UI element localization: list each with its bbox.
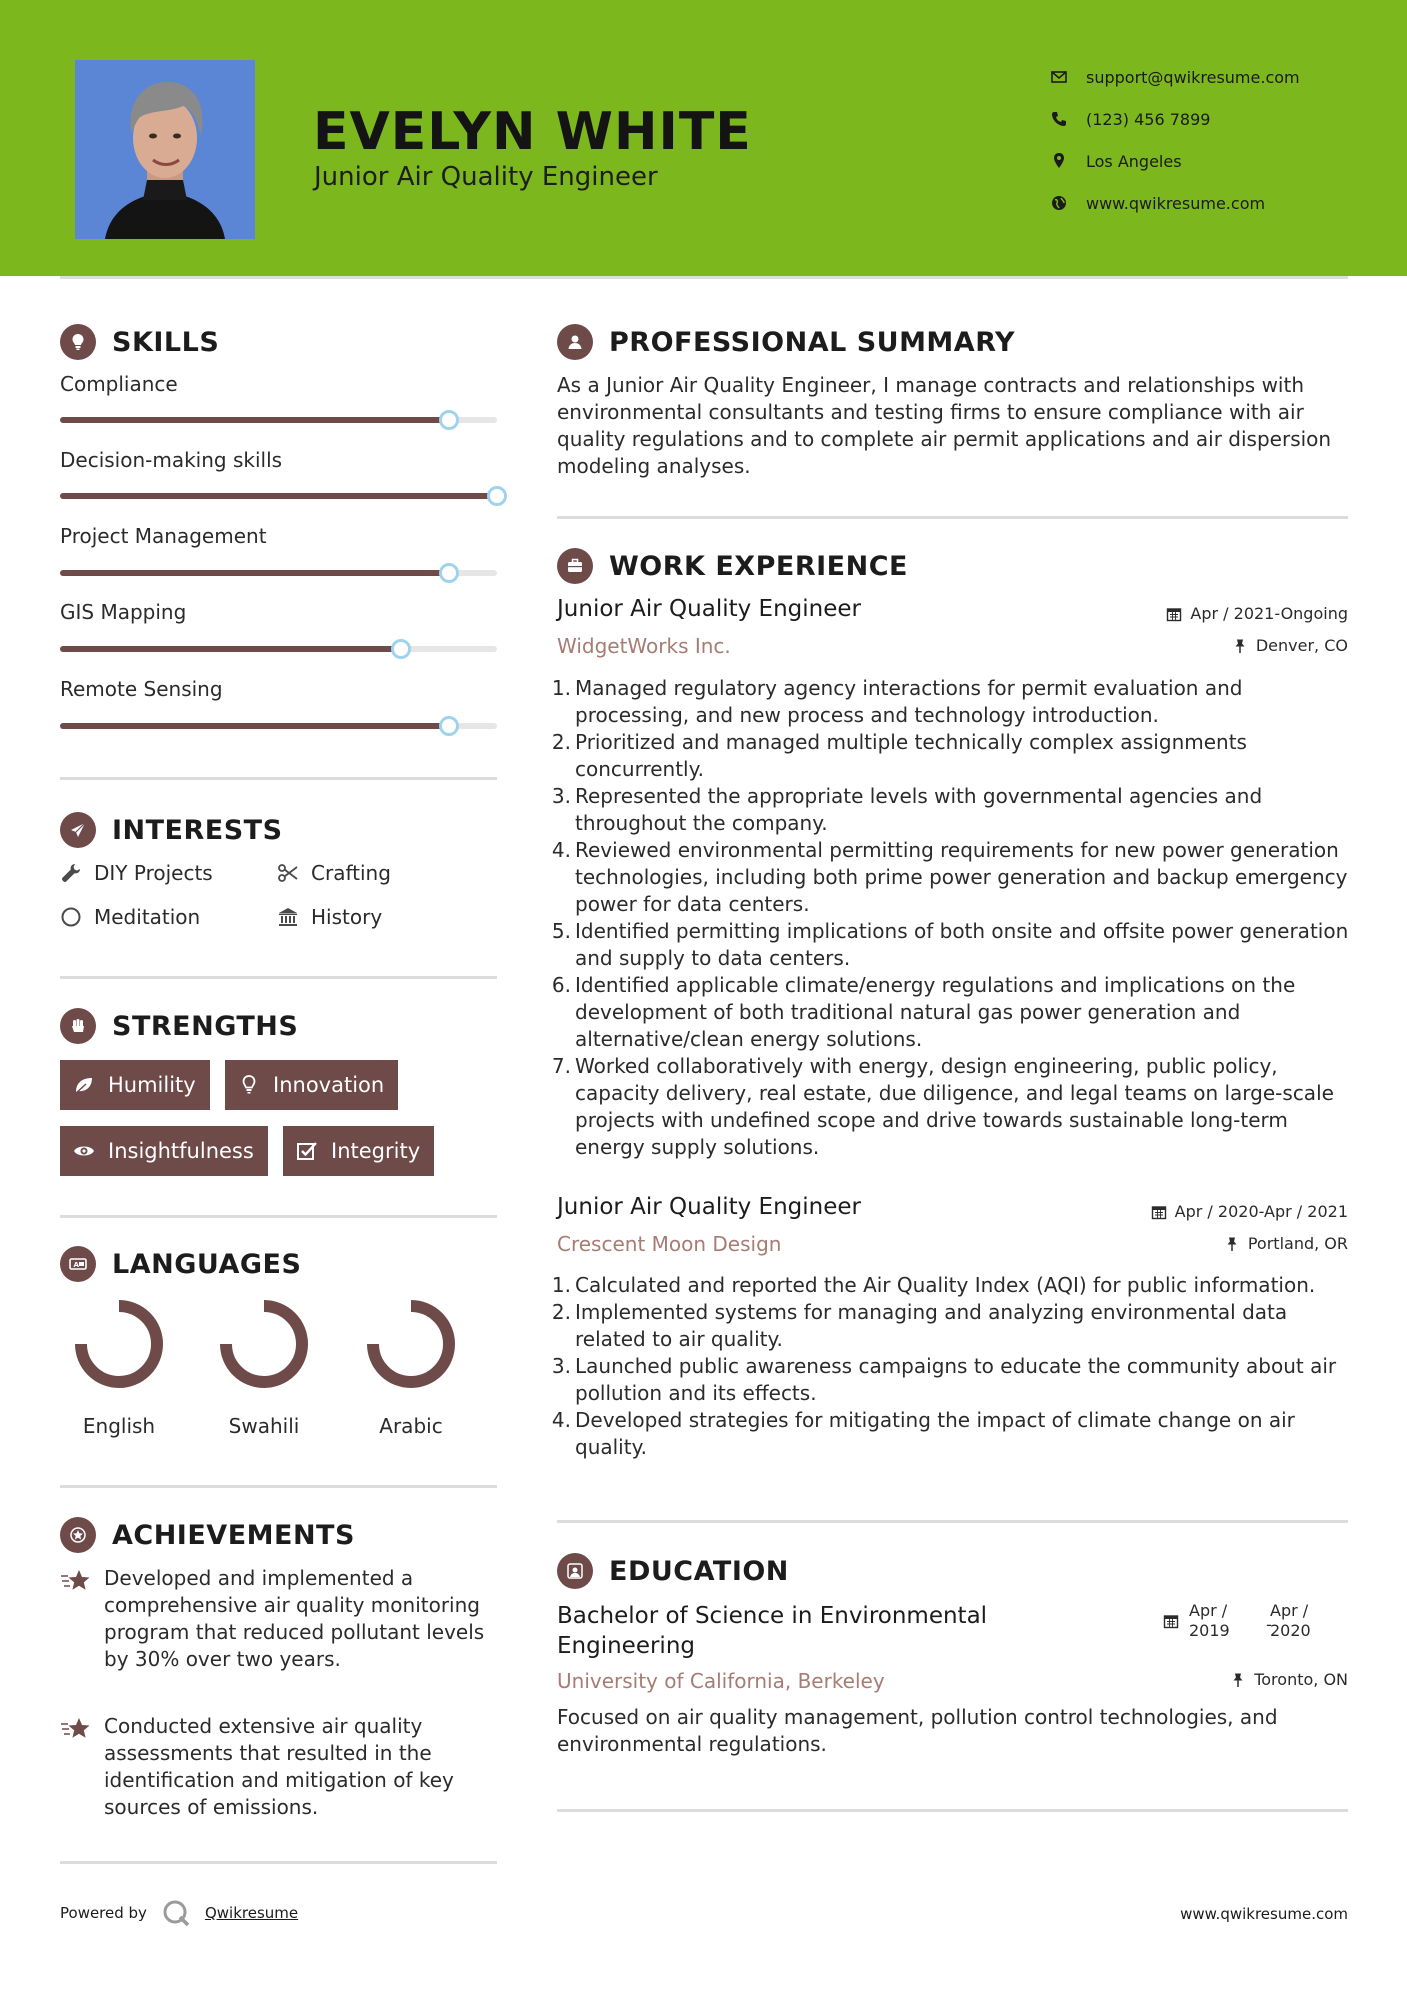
briefcase-icon — [557, 548, 593, 584]
skill-bar — [60, 493, 497, 499]
achievement-text: Conducted extensive air quality assessments that resulted in the identification and mitigation of key sources of emissions. — [104, 1714, 454, 1819]
strength-badge — [60, 1126, 268, 1176]
strength-label: Integrity — [331, 1139, 421, 1163]
leaf-icon — [72, 1073, 96, 1097]
interest-label: History — [311, 905, 383, 929]
contact-location — [1050, 140, 1300, 182]
job-company: Crescent Moon Design — [557, 1232, 782, 1256]
section-divider — [60, 976, 497, 979]
section-divider — [557, 1809, 1348, 1812]
section-divider — [557, 516, 1348, 519]
candidate-title: Junior Air Quality Engineer — [314, 162, 658, 192]
language-label: Arabic — [379, 1414, 443, 1438]
education-date-end-year: 2020 — [1270, 1621, 1311, 1640]
skill-bar — [60, 570, 497, 576]
degree-line: Bachelor of Science in Environmental — [557, 1603, 988, 1629]
strength-label: Innovation — [273, 1073, 385, 1097]
contact-website[interactable] — [1050, 182, 1300, 224]
section-divider — [60, 1215, 497, 1218]
skill-bar — [60, 417, 497, 423]
summary-text: As a Junior Air Quality Engineer, I manage contracts and relationships with environmental consultants and testing firms to ensure compliance with air quality regulations and to complete air permit applications and air dispersion modeling analyses. — [557, 373, 1332, 478]
eye-icon — [72, 1139, 96, 1163]
museum-icon — [277, 906, 299, 928]
achievement-text: Developed and implemented a comprehensive air quality monitoring program that reduced pollutant levels by 30% over two years. — [104, 1566, 485, 1671]
pushpin-icon — [1232, 638, 1248, 654]
strength-badge — [60, 1060, 210, 1110]
svg-text:A: A — [73, 1261, 79, 1269]
language-ring — [73, 1298, 165, 1390]
achievement-item — [60, 1713, 500, 1821]
skill-bar-fill — [60, 723, 449, 729]
duty-item: 5. Identified permitting implications of both onsite and offsite power generation and supply to data centers. — [551, 919, 1349, 970]
strength-label: Insightfulness — [108, 1139, 254, 1163]
interest-label: Crafting — [311, 861, 391, 885]
footer-powered-by — [60, 1898, 298, 1928]
job-location-text: Portland, OR — [1247, 1234, 1348, 1253]
skill-bar-knob — [487, 486, 507, 506]
education-date-end: Apr / — [1270, 1601, 1309, 1620]
shooting-star-icon — [60, 1567, 92, 1595]
skills-title: SKILLS — [112, 326, 220, 358]
summary-heading — [557, 324, 1015, 360]
section-divider — [557, 1520, 1348, 1523]
star-badge-icon — [60, 1517, 96, 1553]
language-item — [356, 1298, 466, 1438]
skills-heading — [60, 324, 219, 360]
language-ring — [365, 1298, 457, 1390]
skill-label: GIS Mapping — [60, 600, 187, 624]
language-item — [209, 1298, 319, 1438]
header-banner — [0, 0, 1407, 276]
calendar-icon — [1166, 606, 1182, 622]
footer-url[interactable]: www.qwikresume.com — [1180, 1905, 1348, 1923]
wrench-icon — [60, 862, 82, 884]
summary-title: PROFESSIONAL SUMMARY — [609, 326, 1016, 358]
skill-bar-knob — [439, 563, 459, 583]
section-divider — [60, 1485, 497, 1488]
skill-label: Remote Sensing — [60, 677, 223, 701]
calendar-icon — [1163, 1613, 1179, 1629]
job-title: Junior Air Quality Engineer — [557, 1194, 861, 1220]
globe-icon — [1050, 194, 1068, 212]
language-label: English — [82, 1414, 156, 1438]
education-school: University of California, Berkeley — [557, 1669, 885, 1693]
powered-by-text: Powered by — [60, 1904, 147, 1922]
strength-label: Humility — [108, 1073, 196, 1097]
interests-heading — [60, 812, 283, 848]
skill-bar-knob — [439, 716, 459, 736]
contact-email-text: support@qwikresume.com — [1086, 67, 1300, 87]
strength-badge — [225, 1060, 398, 1110]
duty-item: 3. Represented the appropriate levels with governmental agencies and throughout the company. — [551, 784, 1263, 835]
qwikresume-link[interactable]: Qwikresume — [204, 1904, 299, 1922]
duty-item: 1. Managed regulatory agency interactions for permit evaluation and processing, and new process and technology introduction. — [551, 676, 1243, 727]
experience-title: WORK EXPERIENCE — [609, 550, 908, 582]
skill-label: Compliance — [60, 372, 178, 396]
duty-item: 6. Identified applicable climate/energy regulations and implications on the development of both traditional natural gas power generation and alternative/clean energy solutions. — [551, 973, 1296, 1051]
interests-title: INTERESTS — [112, 814, 283, 846]
job-date-text: Apr / 2020-Apr / 2021 — [1174, 1202, 1348, 1221]
duty-item: 1. Calculated and reported the Air Quality Index (AQI) for public information. — [551, 1273, 1316, 1297]
education-location-text: Toronto, ON — [1254, 1670, 1348, 1689]
paper-plane-icon — [60, 812, 96, 848]
job-date — [1166, 604, 1348, 623]
skill-label: Decision-making skills — [60, 448, 283, 472]
calendar-icon — [1151, 1204, 1167, 1220]
job-company: WidgetWorks Inc. — [557, 634, 731, 658]
skill-bar-knob — [391, 639, 411, 659]
interest-item — [60, 861, 213, 885]
graduate-icon — [557, 1553, 593, 1589]
header-divider — [60, 276, 1348, 279]
contact-email[interactable] — [1050, 56, 1300, 98]
interest-item — [60, 905, 200, 929]
duty-item: 7. Worked collaboratively with energy, design engineering, public policy, capacity delivery, real estate, due diligence, and legal teams on large-scale projects with undefined scope and drive towards sustainable long-term energy supply solutions. — [551, 1054, 1334, 1159]
shooting-star-icon — [60, 1715, 92, 1743]
candidate-name: EVELYN WHITE — [313, 102, 752, 162]
profile-photo — [75, 60, 255, 239]
check-square-icon — [295, 1139, 319, 1163]
phone-icon — [1050, 110, 1068, 128]
language-ring-arc — [373, 1306, 449, 1382]
duty-item: 2. Prioritized and managed multiple technically complex assignments concurrently. — [551, 730, 1247, 781]
language-ring-arc — [226, 1306, 302, 1382]
contact-phone-text: (123) 456 7899 — [1086, 109, 1211, 129]
education-title: EDUCATION — [609, 1555, 789, 1587]
interest-label: DIY Projects — [94, 861, 213, 885]
lightbulb-icon — [60, 324, 96, 360]
contact-location-text: Los Angeles — [1086, 151, 1182, 171]
job-title: Junior Air Quality Engineer — [557, 596, 861, 622]
skill-bar-fill — [60, 570, 449, 576]
lightbulb-icon — [237, 1073, 261, 1097]
job-duties — [551, 675, 1352, 1161]
job-location — [1232, 636, 1348, 655]
achievement-item — [60, 1565, 500, 1673]
pushpin-icon — [1230, 1672, 1246, 1688]
language-ring — [218, 1298, 310, 1390]
section-divider — [60, 777, 497, 780]
interest-item — [277, 905, 382, 929]
strength-badge — [283, 1126, 434, 1176]
language-icon — [60, 1246, 96, 1282]
language-ring-arc — [81, 1306, 157, 1382]
education-date-separator: - — [1266, 1615, 1272, 1634]
contact-phone[interactable] — [1050, 98, 1300, 140]
degree-line: Engineering — [557, 1633, 695, 1659]
location-pin-icon — [1050, 152, 1068, 170]
strengths-heading — [60, 1008, 298, 1044]
language-item — [64, 1298, 174, 1438]
degree-title — [557, 1601, 987, 1661]
duty-item: 4. Reviewed environmental permitting requirements for new power generation technologies, including both prime power generation and backup emergency power for data centers. — [551, 838, 1348, 916]
education-heading — [557, 1553, 789, 1589]
pushpin-icon — [1224, 1236, 1240, 1252]
contact-list — [1050, 56, 1300, 224]
education-location — [1230, 1670, 1348, 1689]
job-duties — [551, 1272, 1352, 1461]
duty-item: 2. Implemented systems for managing and analyzing environmental data related to air quality. — [551, 1300, 1288, 1351]
skill-bar-fill — [60, 646, 401, 652]
education-text: Focused on air quality management, pollution control technologies, and environmental regulations. — [557, 1705, 1278, 1756]
job-location — [1224, 1234, 1348, 1253]
interest-item — [277, 861, 391, 885]
skill-bar-fill — [60, 493, 497, 499]
user-icon — [557, 324, 593, 360]
fist-icon — [60, 1008, 96, 1044]
qwikresume-logo-icon — [161, 1898, 191, 1928]
job-location-text: Denver, CO — [1255, 636, 1348, 655]
languages-title: LANGUAGES — [112, 1248, 302, 1280]
job-date-text: Apr / 2021-Ongoing — [1190, 604, 1348, 623]
section-divider — [60, 1861, 497, 1864]
language-label: Swahili — [228, 1414, 300, 1438]
skill-label: Project Management — [60, 524, 267, 548]
interest-label: Meditation — [94, 905, 201, 929]
skill-bar-knob — [439, 410, 459, 430]
skill-bar — [60, 646, 497, 652]
duty-item: 4. Developed strategies for mitigating the impact of climate change on air quality. — [551, 1408, 1295, 1459]
contact-website-text: www.qwikresume.com — [1086, 193, 1266, 213]
circle-icon — [60, 906, 82, 928]
skill-bar — [60, 723, 497, 729]
achievements-title: ACHIEVEMENTS — [112, 1519, 355, 1551]
achievements-heading — [60, 1517, 355, 1553]
envelope-icon — [1050, 68, 1068, 86]
education-date-start: Apr / — [1189, 1601, 1228, 1620]
scissors-icon — [277, 862, 299, 884]
skill-bar-fill — [60, 417, 449, 423]
education-date — [1163, 1601, 1349, 1643]
duty-item: 3. Launched public awareness campaigns to educate the community about air pollution and its effects. — [551, 1354, 1337, 1405]
experience-heading — [557, 548, 908, 584]
job-date — [1151, 1202, 1348, 1221]
languages-heading — [60, 1246, 301, 1282]
education-date-start-year: 2019 — [1189, 1621, 1230, 1640]
strengths-title: STRENGTHS — [112, 1010, 299, 1042]
